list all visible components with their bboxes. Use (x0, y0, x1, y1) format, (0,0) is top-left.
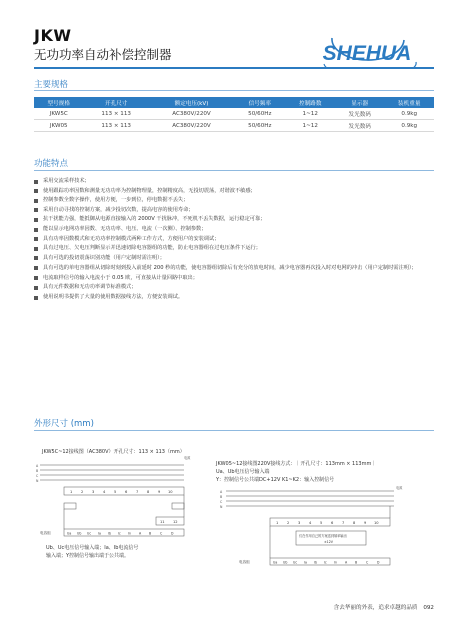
left-bus-label: N (36, 479, 39, 483)
left-bottom-label: Uc (87, 531, 92, 536)
feature-text: 具有功率因数模式和无功功率控制模式两种工作方式，方便用户的安装调试； (43, 235, 220, 242)
feature-text: 抗干扰能力强，能抵御从电源直接输入的 2000V 干扰脉冲，不死机不丢失数据，运行稳定可靠； (43, 216, 266, 223)
right-bus-label: N (220, 505, 223, 509)
table-row (34, 120, 434, 132)
table-cell: 113 × 113 (83, 120, 148, 132)
right-terminal: 7 (342, 521, 345, 525)
table-cell: 0.9kg (384, 120, 434, 132)
right-bottom-label: C (366, 560, 369, 565)
right-bottom-label: Ub (283, 560, 288, 565)
spec-col-header: 额定电压(kV) (149, 97, 234, 108)
left-legend-line: Ub、Uc电压信号输入端；Ia、Ib电流信号 (46, 545, 139, 551)
feature-text: 具有元件数据和无功功率调节标准模式； (43, 284, 137, 291)
right-bottom-label: A (345, 560, 348, 565)
list-item (34, 276, 439, 281)
list-item (34, 208, 439, 213)
list-item (34, 295, 439, 300)
left-bottom-label: A (139, 531, 142, 536)
right-bus-label: C (220, 500, 223, 504)
right-terminal: 1 (276, 521, 279, 525)
left-right-terminal: 11 (160, 520, 165, 524)
right-bottom-label: Ic (324, 560, 327, 565)
table-cell: JKW5C (34, 108, 83, 120)
list-item (34, 198, 439, 203)
feature-text: 具有过电压、欠电压判断显示并迅速切除电容器组的功能，防止电容器组在过电压条件下运行； (43, 245, 261, 252)
wiring-diagram (34, 445, 434, 585)
left-bottom-label: D (171, 531, 174, 536)
right-diagram-line: Y：控制信号公共端DC+12V K1~K2：输入控制信号 (216, 477, 335, 483)
left-bottom-label: Ic (118, 531, 121, 536)
left-terminal: 9 (158, 490, 161, 494)
product-name: 无功功率自动补偿控制器 (34, 47, 172, 62)
right-terminal: 9 (364, 521, 367, 525)
right-bottom-label: In (334, 560, 337, 565)
right-bottom-label: Uc (293, 560, 298, 565)
left-power-label: 电源 (184, 456, 191, 460)
table-cell: 0.9kg (384, 108, 434, 120)
right-bottom-label: D (377, 560, 380, 565)
table-cell: 发光数码 (335, 108, 384, 120)
bullet-square-icon (34, 296, 38, 300)
table-cell: 50/60Hz (234, 108, 285, 120)
left-terminal: 7 (136, 490, 139, 494)
right-bus-label: A (220, 490, 223, 494)
right-terminal: 2 (287, 521, 290, 525)
left-terminal: 10 (168, 490, 173, 494)
bullet-square-icon (34, 247, 38, 251)
page-footer (290, 603, 434, 611)
left-terminal: 5 (114, 490, 117, 494)
right-diagram-line: JKW05~12接线图220V接线方式：｜开孔尺寸：113mm × 113mm｜ (216, 461, 377, 467)
table-cell: 50/60Hz (234, 120, 285, 132)
dimension-section-divider (34, 430, 434, 431)
left-legend-line: 输入端；Y控制信号输出端于公共端。 (46, 553, 130, 559)
right-terminal: 10 (374, 521, 379, 525)
table-row (34, 108, 434, 120)
bullet-square-icon (34, 208, 38, 212)
left-bus-label: A (36, 464, 39, 468)
right-terminal: 4 (309, 521, 312, 525)
bullet-square-icon (34, 189, 38, 193)
left-bottom-label: Ia (98, 531, 101, 536)
right-terminal: 3 (298, 521, 301, 525)
right-bottom-label: Ia (304, 560, 307, 565)
bullet-square-icon (34, 286, 38, 290)
bullet-square-icon (34, 218, 38, 222)
table-cell: 113 × 113 (83, 108, 148, 120)
right-terminal: 8 (353, 521, 356, 525)
brand-logo-text: SHEHUA (322, 42, 412, 65)
bullet-square-icon (34, 199, 38, 203)
spec-col-header: 型号规格 (34, 97, 83, 108)
spec-col-header: 装机重量 (384, 97, 434, 108)
list-item (34, 265, 439, 273)
right-control-box-text: 仅在作用自己的方案送到频率输出 (299, 534, 347, 538)
list-item (34, 227, 439, 232)
list-item (34, 237, 439, 242)
right-control-box-sub: ±12V (324, 540, 333, 544)
list-item (34, 189, 439, 194)
right-diagram-line: Ua、Ub电压信号输入端 (216, 469, 270, 475)
table-cell: 1~12 (286, 120, 335, 132)
feature-text: 控制参数全数字操作，使用方便，一步到位，停电数据不丢失； (43, 197, 189, 204)
left-terminal: 4 (103, 490, 106, 494)
right-power-label: 电源 (396, 486, 403, 490)
page-number: 092 (423, 605, 434, 611)
left-terminal: 3 (92, 490, 95, 494)
right-bus-label: B (220, 495, 223, 499)
feature-text: 电流取样信号的输入电流小于 0.05 欧，可直接从计量回路中取出； (43, 274, 198, 281)
feature-text: 具有可选的单电容器组从切除时刻到投入前延时 200 秒的功能，使电容器组切除后有充分的放电时间，减少电容器再次投入时对电网的冲击（用户定制时需注明）； (43, 265, 417, 272)
table-cell: JKW05 (34, 120, 83, 132)
left-terminal: 2 (81, 490, 84, 494)
left-terminal: 8 (147, 490, 150, 494)
right-side-label: 电容组 (239, 560, 250, 564)
left-terminal: 1 (70, 490, 73, 494)
left-right-terminal: 12 (173, 520, 178, 524)
spec-col-header: 信号频率 (234, 97, 285, 108)
right-wiring-diagram (215, 460, 403, 565)
left-diagram-caption: JKW5C~12接线图（AC380V）开孔尺寸：113 × 113（mm） (42, 449, 185, 455)
feature-text: 使用跟踪功率因数和测量无功功率为控制物理量，控制精度高，无投切震荡，对谐波不敏感； (43, 187, 256, 194)
feature-text: 具有可选的投切震荡识别功能（用户定制时需注明）； (43, 254, 165, 261)
feature-list (34, 179, 439, 305)
bullet-square-icon (34, 256, 38, 260)
list-item (34, 217, 439, 222)
brand-logo (292, 34, 442, 68)
spec-table (34, 97, 434, 132)
spec-col-header: 显示器 (335, 97, 384, 108)
left-bottom-label: In (128, 531, 131, 536)
left-terminal: 6 (125, 490, 128, 494)
feature-text: 采用交流采样技术； (43, 178, 90, 184)
list-item (34, 285, 439, 290)
left-side-label: 电容组 (40, 531, 51, 535)
feature-text: 使用说明书提供了大量的使用数据接线方法，方便安装调试。 (43, 294, 184, 301)
left-bus-label: C (36, 474, 39, 478)
table-cell: 发光数码 (335, 120, 384, 132)
left-bottom-label: Ub (77, 531, 82, 536)
table-cell: 1~12 (286, 108, 335, 120)
right-bottom-label: B (355, 560, 358, 565)
right-bottom-label: Ib (314, 560, 317, 565)
bullet-square-icon (34, 266, 38, 270)
table-cell: AC380V/220V (149, 120, 234, 132)
bullet-square-icon (34, 237, 38, 241)
spec-section-divider (34, 90, 434, 91)
left-bottom-label: B (149, 531, 152, 536)
spec-table-header (34, 97, 434, 108)
footer-slogan: 含去华丽的外表，追求卓越的品质 (333, 605, 418, 611)
feature-text: 采用自动寻找的控制方案，减少投切次数，提高电容的使用寿命； (43, 206, 194, 213)
spec-col-header: 控制路数 (286, 97, 335, 108)
list-item (34, 256, 439, 261)
bullet-square-icon (34, 228, 38, 232)
bullet-square-icon (34, 180, 38, 184)
left-bottom-label: C (160, 531, 163, 536)
table-cell: AC380V/220V (149, 108, 234, 120)
model-title: JKW (34, 26, 72, 45)
features-section-title: 功能特点 (34, 159, 69, 169)
right-terminal: 5 (320, 521, 323, 525)
right-terminal: 6 (331, 521, 334, 525)
right-bottom-label: Ua (273, 560, 278, 565)
left-bottom-label: Ua (67, 531, 72, 536)
left-wiring-diagram (36, 448, 191, 559)
features-section-divider (34, 170, 434, 171)
left-bus-label: B (36, 469, 39, 473)
spec-section-title: 主要规格 (34, 80, 69, 90)
dimension-section-title: 外形尺寸 (mm) (34, 419, 94, 429)
bullet-square-icon (34, 276, 38, 280)
header-divider (34, 67, 434, 69)
list-item (34, 179, 439, 184)
feature-text: 能以显示电网功率因数、无功功率、电压、电流（一次侧）、控制参数； (43, 225, 207, 232)
left-bottom-label: Ib (108, 531, 111, 536)
list-item (34, 246, 439, 251)
spec-col-header: 开孔尺寸 (83, 97, 148, 108)
